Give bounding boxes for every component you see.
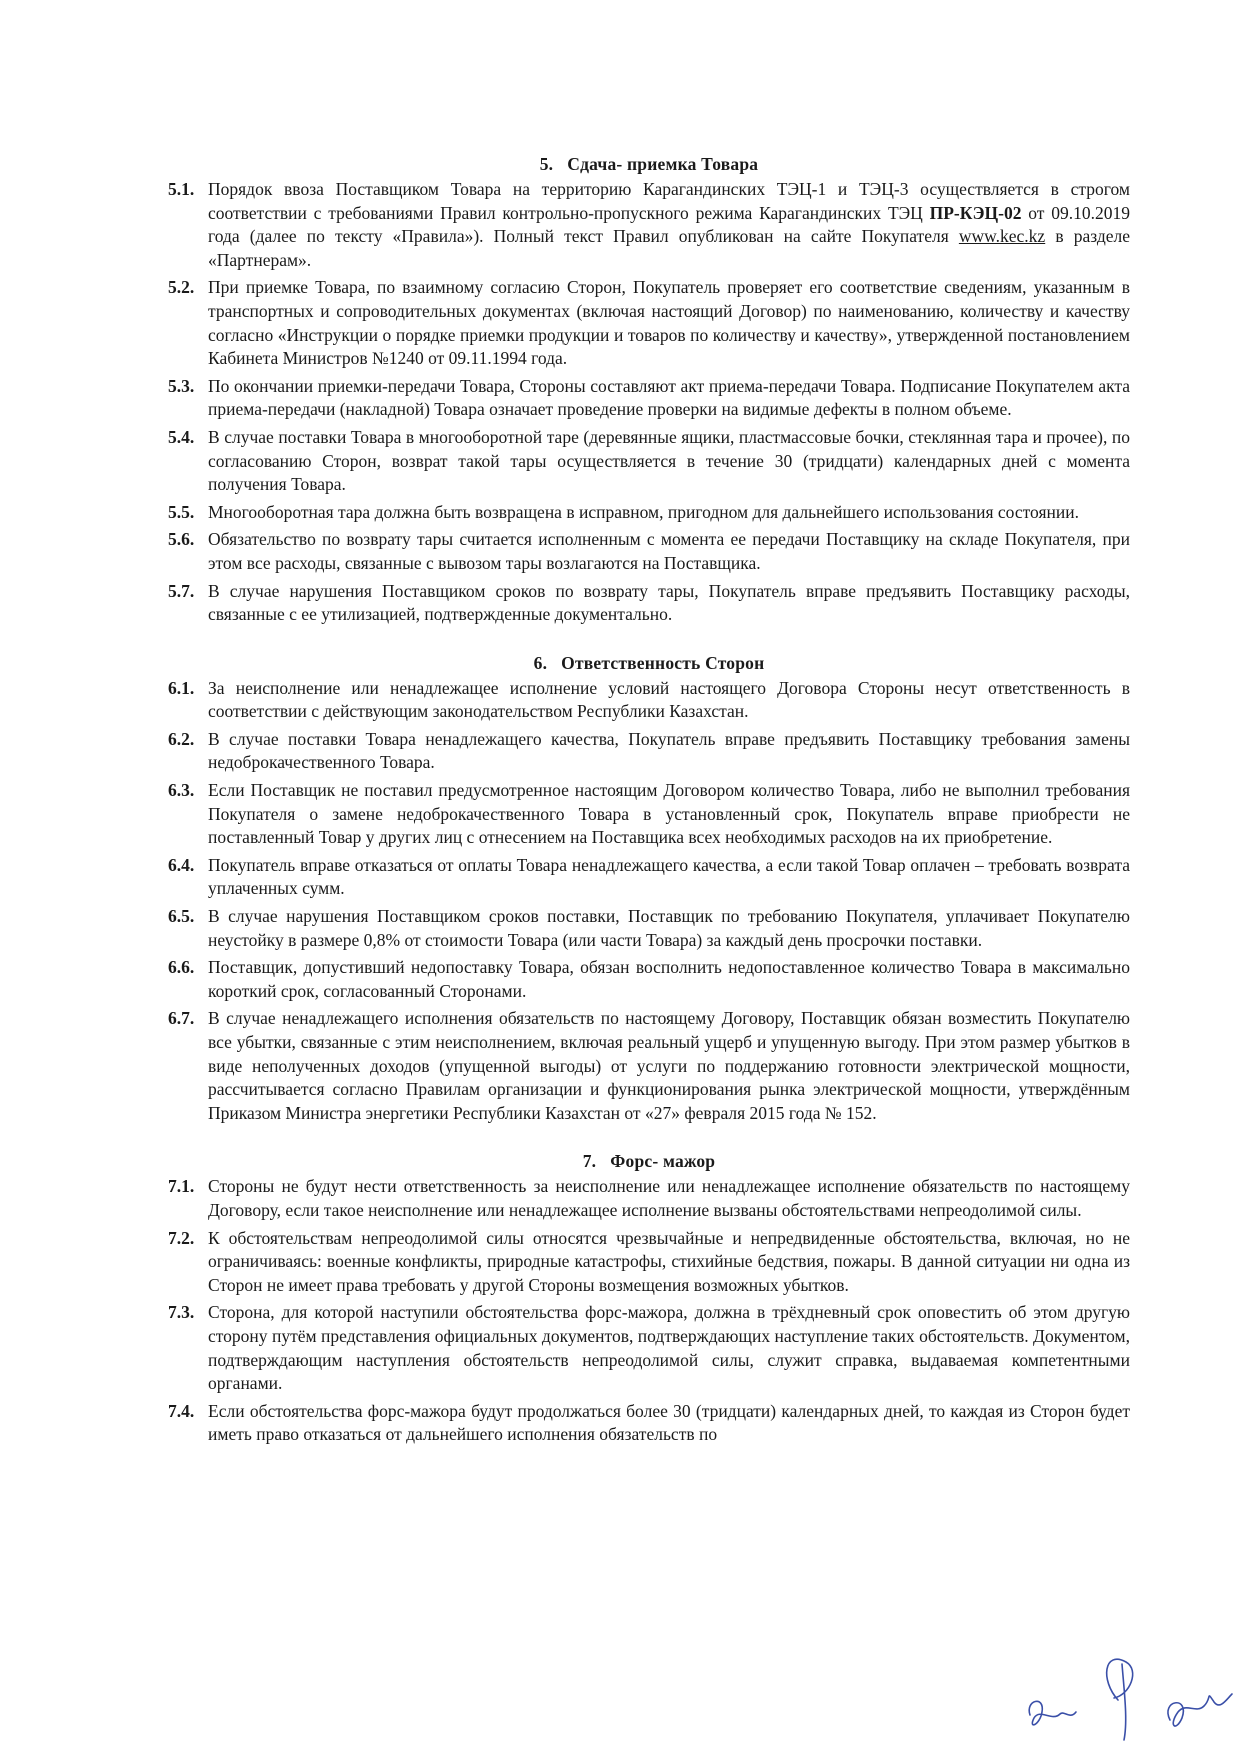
clause-number: 5.6. [168, 529, 195, 550]
clause-text: Если обстоятельства форс-мажора будут продолжаться более 30 (тридцати) календарных дней, то каждая из Сторон будет иметь право отказаться от дальнейшего исполнения обязательств по [208, 1400, 1130, 1445]
clause-text: За неисполнение или ненадлежащее исполнение условий настоящего Договора Стороны несут ответственность в соответствии с действующим законодательством Республики Казахстан. [208, 677, 1130, 722]
clause-number: 5.4. [168, 426, 195, 447]
clause-text: По окончании приемки-передачи Товара, Стороны составляют акт приема-передачи Товара. Подписание Покупателем акта приема-передачи (накладной) Товара означает проведение проверки на видимые дефекты в полном объеме. [208, 375, 1130, 420]
clause-number: 5.5. [168, 501, 195, 522]
clause-7-3 [168, 1301, 1130, 1395]
document-page [168, 154, 1130, 1451]
clause-6-6 [168, 956, 1130, 1003]
clause-number: 6.3. [168, 780, 195, 801]
signatures [1000, 1640, 1240, 1750]
clause-5-3 [168, 375, 1130, 422]
section-spacer [168, 1129, 1130, 1151]
clause-number: 6.7. [168, 1008, 195, 1029]
clause-number: 6.6. [168, 957, 195, 978]
signature-ink [1029, 1659, 1232, 1740]
signature-3 [1168, 1694, 1232, 1726]
clause-text: В случае поставки Товара в многооборотной таре (деревянные ящики, пластмассовые бочки, стеклянная тара и прочее), по согласованию Сторон, возврат такой тары осуществляется в течение 30 (тридцати) календарных дней с момента получения Товара. [208, 426, 1130, 495]
clause-6-7 [168, 1007, 1130, 1125]
clause-number: 5.2. [168, 277, 195, 298]
clause-5-7 [168, 580, 1130, 627]
clause-text: Покупатель вправе отказаться от оплаты Товара ненадлежащего качества, а если такой Товар оплачен – требовать возврата уплаченных сумм. [208, 854, 1130, 899]
clause-number: 7.2. [168, 1227, 195, 1248]
section-title-5: 5. Сдача- приемка Товара [539, 154, 759, 174]
section-spacer [168, 631, 1130, 653]
clause-7-4 [168, 1400, 1130, 1447]
clause-number: 5.1. [168, 179, 195, 199]
clause-text: Обязательство по возврату тары считается исполненным с момента ее передачи Поставщику на складе Покупателя, при этом все расходы, связанные с вывозом тары возлагаются на Поставщика. [208, 529, 1130, 573]
clause-text: К обстоятельствам непреодолимой силы относятся чрезвычайные и непредвиденные обстоятельства, включая, но не ограничиваясь: военные конфликты, природные катастрофы, стихийные бедствия, пожары. В данной ситуации ни одна из Сторон не имеет права требовать у другой Стороны возмещения возможных убытков. [208, 1227, 1130, 1295]
clause-text: В случае нарушения Поставщиком сроков поставки, Поставщик по требованию Покупателя, уплачивает Покупателю неустойку в размере 0,8% от стоимости Товара (или части Товара) за каждый день просрочки поставки. [208, 906, 1130, 950]
clause-number: 5.7. [168, 580, 195, 601]
clause-7-1 [168, 1175, 1130, 1222]
clause-6-4 [168, 854, 1130, 901]
clause-7-2 [168, 1227, 1130, 1298]
clause-6-3 [168, 779, 1130, 850]
clause-text: Многооборотная тара должна быть возвращена в исправном, пригодном для дальнейшего использования состоянии. [208, 501, 1079, 522]
clause-5-6 [168, 528, 1130, 575]
clause-number: 6.5. [168, 906, 195, 927]
signature-1 [1029, 1701, 1076, 1725]
clause-5-4 [168, 426, 1130, 497]
clause-text: В случае ненадлежащего исполнения обязательств по настоящему Договору, Поставщик обязан возместить Покупателю все убытки, связанные с этим неисполнением, включая реальный ущерб и упущенную выгоду. При этом размер убытков в виде неполученных доходов (упущенной выгоды) от услуги по поддержанию готовности электрической мощности, рассчитывается согласно Правилам организации и функционирования рынка электрической мощности, утверждённым Приказом Министра энергетики Республики Казахстан от «27» февраля 2015 года № 152. [208, 1008, 1130, 1123]
clause-text: Порядок ввоза Поставщиком Товара на территорию Карагандинских ТЭЦ-1 и ТЭЦ-3 осуществляется в строгом соответствии с требованиями Правил контрольно-пропускного режима Карагандинских ТЭЦ ПР-КЭЦ-02 от 09.10.2019 года (далее по тексту «Правила»). Полный текст Правил опубликован на сайте Покупателя www.kec.kz в разделе «Партнерам». [208, 179, 1130, 270]
clause-5-5 [168, 501, 1130, 525]
clause-number: 7.3. [168, 1302, 195, 1323]
section-title-6: 6. Ответственность Сторон [533, 652, 765, 673]
clause-6-5 [168, 905, 1130, 952]
section-title-7: 7. Форс- мажор [582, 1151, 716, 1172]
clause-number: 7.1. [168, 1176, 195, 1197]
clause-text: Сторона, для которой наступили обстоятельства форс-мажора, должна в трёхдневный срок оповестить об этом другую сторону путём представления официальных документов, подтверждающих наступление таких обстоятельств. Документом, подтверждающим наступления обстоятельств непреодолимой силы, служит справка, выдаваемая компетентными органами. [208, 1302, 1130, 1394]
signature-2 [1107, 1659, 1133, 1740]
clause-number: 7.4. [168, 1400, 195, 1421]
clause-6-2 [168, 728, 1130, 775]
clause-text: При приемке Товара, по взаимному согласию Сторон, Покупатель проверяет его соответствие сведениям, указанным в транспортных и сопроводительных документах (включая настоящий Договор) по наименованию, количеству и качеству согласно «Инструкции о порядке приемки продукции и товаров по количеству и качеству», утвержденной постановлением Кабинета Министров №1240 от 09.11.1994 года. [208, 277, 1130, 369]
clause-number: 6.2. [168, 728, 195, 749]
clause-number: 6.1. [168, 677, 195, 698]
clause-5-2 [168, 276, 1130, 370]
clause-text: В случае нарушения Поставщиком сроков по возврату тары, Покупатель вправе предъявить Поставщику расходы, связанные с ее утилизацией, подтвержденные документально. [208, 580, 1130, 625]
website-link[interactable]: www.kec.kz [958, 226, 1046, 247]
clause-text: Если Поставщик не поставил предусмотренное настоящим Договором количество Товара, либо не выполнил требования Покупателя о замене недоброкачественного Товара в установленный срок, Покупатель вправе приобрести не поставленный Товар у других лиц с отнесением на Поставщика всех необходимых расходов на их приобретение. [208, 780, 1130, 848]
clause-text: Поставщик, допустивший недопоставку Товара, обязан восполнить недопоставленное количество Товара в максимально короткий срок, согласованный Сторонами. [208, 957, 1130, 1001]
clause-5-1 [168, 178, 1130, 272]
clause-text: Стороны не будут нести ответственность за неисполнение или ненадлежащее исполнение обязательств по настоящему Договору, если такое неисполнение или ненадлежащее исполнение вызваны обстоятельствами непреодолимой силы. [208, 1176, 1130, 1220]
clause-number: 6.4. [168, 854, 195, 875]
clause-text: В случае поставки Товара ненадлежащего качества, Покупатель вправе предъявить Поставщику требования замены недоброкачественного Товара. [208, 728, 1130, 773]
clause-6-1 [168, 677, 1130, 724]
clause-number: 5.3. [168, 375, 195, 396]
